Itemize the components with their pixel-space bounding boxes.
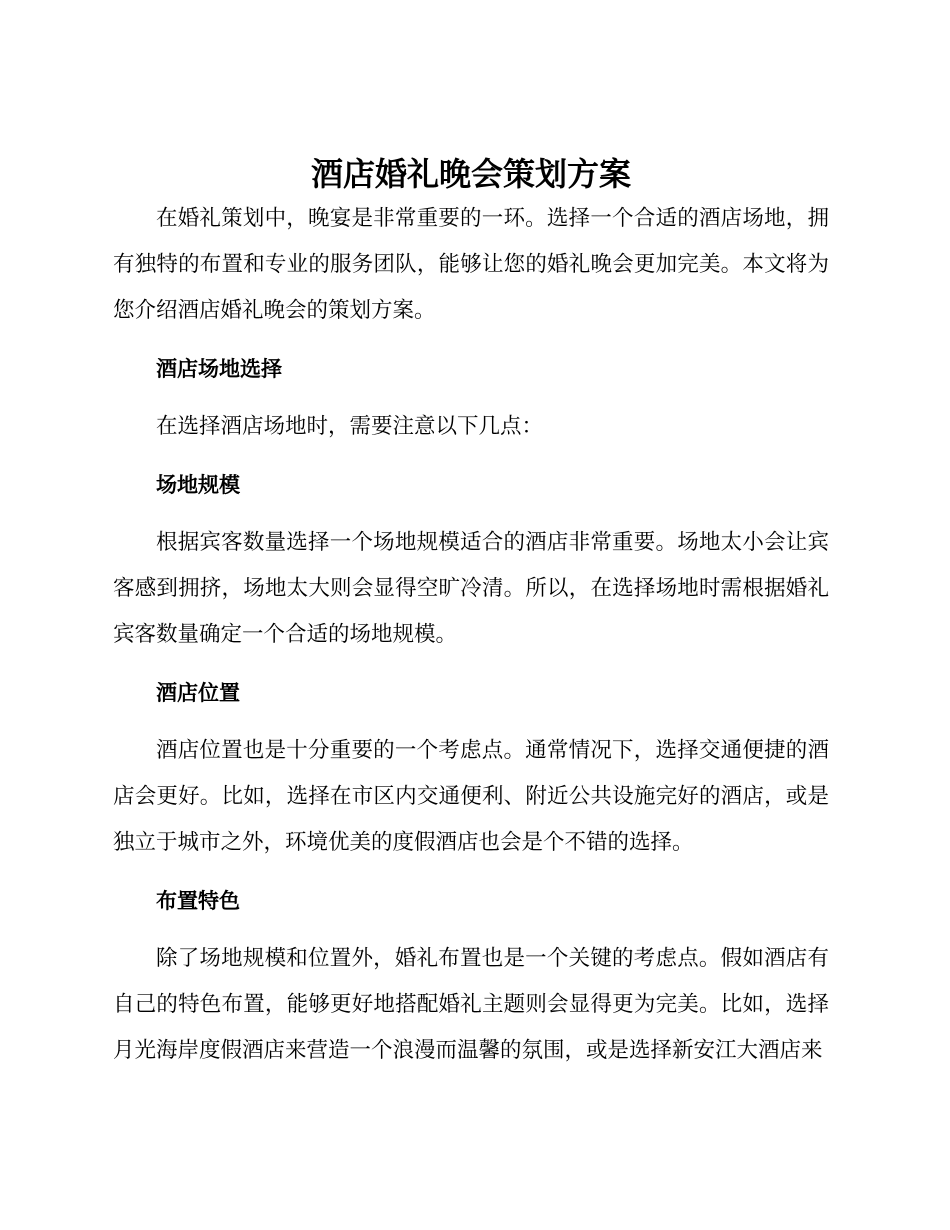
spacer [113,658,829,670]
scale-paragraph: 根据宾客数量选择一个场地规模适合的酒店非常重要。场地太小会让宾客感到拥挤，场地太大则会显得空旷冷清。所以，在选择场地时需根据婚礼宾客数量确定一个合适的场地规模。 [113,530,829,647]
section-heading-venue: 酒店场地选择 [156,357,282,381]
section-heading-decor: 布置特色 [156,889,240,913]
spacer [113,716,829,728]
section-heading-location: 酒店位置 [156,681,240,705]
spacer [113,866,829,878]
spacer [113,334,829,346]
document-content [113,152,829,1074]
section-heading-scale: 场地规模 [156,473,240,497]
venue-lead-paragraph: 在选择酒店场地时，需要注意以下几点： [156,414,544,439]
decor-paragraph: 除了场地规模和位置外，婚礼布置也是一个关键的考虑点。假如酒店有自己的特色布置，能够更好地搭配婚礼主题则会显得更为完美。比如，选择月光海岸度假酒店来营造一个浪漫而温馨的氛围，或是选择新安江大酒店来 [113,946,829,1063]
document-title: 酒店婚礼晚会策划方案 [310,155,631,193]
spacer [113,392,829,404]
intro-paragraph: 在婚礼策划中，晚宴是非常重要的一环。选择一个合适的酒店场地，拥有独特的布置和专业的服务团队，能够让您的婚礼晚会更加完美。本文将为您介绍酒店婚礼晚会的策划方案。 [113,206,829,323]
spacer [113,924,829,936]
spacer [113,508,829,520]
location-paragraph: 酒店位置也是十分重要的一个考虑点。通常情况下，选择交通便捷的酒店会更好。比如，选择在市区内交通便利、附近公共设施完好的酒店，或是独立于城市之外，环境优美的度假酒店也会是个不错的选择。 [113,738,829,855]
spacer [113,450,829,462]
